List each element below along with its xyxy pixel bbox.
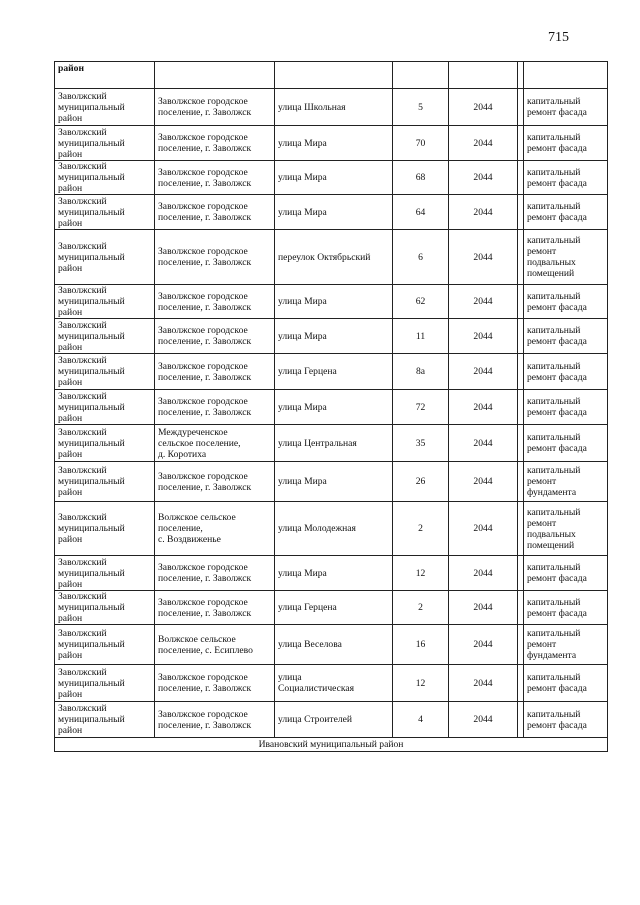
settlement-cell: Заволжское городское поселение, г. Заволжск — [155, 285, 275, 319]
page-number: 715 — [548, 30, 569, 45]
settlement-cell: Заволжское городское поселение, г. Заволжск — [155, 665, 275, 702]
district-cell: Заволжский муниципальный район — [55, 462, 155, 502]
street-cell: улица Мира — [275, 462, 393, 502]
work-cell: капитальный ремонт подвальных помещений — [524, 502, 608, 556]
district-cell: Заволжский муниципальный район — [55, 195, 155, 230]
house-cell: 11 — [393, 319, 449, 354]
table-row — [55, 556, 608, 591]
year-cell: 2044 — [449, 195, 518, 230]
table-row — [55, 390, 608, 425]
house-cell: 12 — [393, 556, 449, 591]
table-row — [55, 591, 608, 625]
district-cell: Заволжский муниципальный район — [55, 425, 155, 462]
work-cell — [524, 62, 608, 89]
year-cell: 2044 — [449, 556, 518, 591]
table-row — [55, 462, 608, 502]
table-row — [55, 665, 608, 702]
settlement-cell: Заволжское городское поселение, г. Заволжск — [155, 462, 275, 502]
district-cell: Заволжский муниципальный район — [55, 354, 155, 390]
house-cell: 2 — [393, 502, 449, 556]
street-cell: переулок Октябрьский — [275, 230, 393, 285]
year-cell: 2044 — [449, 591, 518, 625]
table-row — [55, 230, 608, 285]
house-cell: 16 — [393, 625, 449, 665]
table-row — [55, 702, 608, 738]
street-cell: улица Мира — [275, 195, 393, 230]
year-cell: 2044 — [449, 230, 518, 285]
house-cell: 12 — [393, 665, 449, 702]
year-cell: 2044 — [449, 354, 518, 390]
street-cell: улица Строителей — [275, 702, 393, 738]
table-row — [55, 195, 608, 230]
table-row — [55, 625, 608, 665]
settlement-cell: Заволжское городское поселение, г. Заволжск — [155, 319, 275, 354]
house-cell — [393, 62, 449, 89]
street-cell: улица Школьная — [275, 89, 393, 126]
housing-repair-table — [54, 61, 608, 752]
house-cell: 5 — [393, 89, 449, 126]
district-cell: Заволжский муниципальный район — [55, 126, 155, 161]
district-cell: Заволжский муниципальный район — [55, 390, 155, 425]
work-cell: капитальный ремонт фасада — [524, 285, 608, 319]
street-cell: улица Социалистическая — [275, 665, 393, 702]
work-cell: капитальный ремонт фасада — [524, 665, 608, 702]
district-cell: Заволжский муниципальный район — [55, 319, 155, 354]
settlement-cell: Волжское сельское поселение, с. Есиплево — [155, 625, 275, 665]
year-cell: 2044 — [449, 285, 518, 319]
work-cell: капитальный ремонт фасада — [524, 390, 608, 425]
year-cell: 2044 — [449, 319, 518, 354]
year-cell: 2044 — [449, 126, 518, 161]
work-cell: капитальный ремонт фасада — [524, 702, 608, 738]
table-row — [55, 425, 608, 462]
street-cell: улица Мира — [275, 556, 393, 591]
work-cell: капитальный ремонт подвальных помещений — [524, 230, 608, 285]
table-row — [55, 354, 608, 390]
settlement-cell: Заволжское городское поселение, г. Заволжск — [155, 591, 275, 625]
section-heading: Ивановский муниципальный район — [55, 738, 608, 752]
house-cell: 62 — [393, 285, 449, 319]
house-cell: 8а — [393, 354, 449, 390]
settlement-cell: Заволжское городское поселение, г. Заволжск — [155, 126, 275, 161]
year-cell: 2044 — [449, 390, 518, 425]
year-cell: 2044 — [449, 425, 518, 462]
year-cell: 2044 — [449, 462, 518, 502]
street-cell — [275, 62, 393, 89]
district-cell: Заволжский муниципальный район — [55, 89, 155, 126]
table-row — [55, 161, 608, 195]
street-cell: улица Мира — [275, 161, 393, 195]
district-cell: Заволжский муниципальный район — [55, 502, 155, 556]
work-cell: капитальный ремонт фасада — [524, 425, 608, 462]
settlement-cell: Междуреченское сельское поселение, д. Коротиха — [155, 425, 275, 462]
settlement-cell: Заволжское городское поселение, г. Заволжск — [155, 354, 275, 390]
table-row — [55, 126, 608, 161]
settlement-cell: Заволжское городское поселение, г. Заволжск — [155, 702, 275, 738]
street-cell: улица Герцена — [275, 591, 393, 625]
settlement-cell: Заволжское городское поселение, г. Заволжск — [155, 89, 275, 126]
year-cell: 2044 — [449, 89, 518, 126]
house-cell: 6 — [393, 230, 449, 285]
year-cell — [449, 62, 518, 89]
work-cell: капитальный ремонт фасада — [524, 89, 608, 126]
house-cell: 72 — [393, 390, 449, 425]
work-cell: капитальный ремонт фасада — [524, 161, 608, 195]
district-cell: Заволжский муниципальный район — [55, 556, 155, 591]
work-cell: капитальный ремонт фасада — [524, 354, 608, 390]
street-cell: улица Веселова — [275, 625, 393, 665]
district-cell: Заволжский муниципальный район — [55, 285, 155, 319]
district-cell: Заволжский муниципальный район — [55, 625, 155, 665]
settlement-cell: Заволжское городское поселение, г. Заволжск — [155, 195, 275, 230]
street-cell: улица Мира — [275, 285, 393, 319]
year-cell: 2044 — [449, 161, 518, 195]
year-cell: 2044 — [449, 702, 518, 738]
street-cell: улица Мира — [275, 319, 393, 354]
section-heading-row — [55, 738, 608, 752]
work-cell: капитальный ремонт фундамента — [524, 625, 608, 665]
house-cell: 26 — [393, 462, 449, 502]
work-cell: капитальный ремонт фасада — [524, 195, 608, 230]
district-cell: Заволжский муниципальный район — [55, 591, 155, 625]
district-cell: Заволжский муниципальный район — [55, 230, 155, 285]
work-cell: капитальный ремонт фасада — [524, 319, 608, 354]
settlement-cell: Заволжское городское поселение, г. Заволжск — [155, 556, 275, 591]
settlement-cell: Волжское сельское поселение, с. Воздвиженье — [155, 502, 275, 556]
street-cell: улица Молодежная — [275, 502, 393, 556]
work-cell: капитальный ремонт фасада — [524, 126, 608, 161]
district-cell: Заволжский муниципальный район — [55, 161, 155, 195]
table-row — [55, 319, 608, 354]
house-cell: 64 — [393, 195, 449, 230]
house-cell: 70 — [393, 126, 449, 161]
table-row — [55, 89, 608, 126]
table-row-continued-header — [55, 62, 608, 89]
house-cell: 2 — [393, 591, 449, 625]
street-cell: улица Мира — [275, 126, 393, 161]
district-cell: район — [55, 62, 155, 89]
street-cell: улица Герцена — [275, 354, 393, 390]
settlement-cell — [155, 62, 275, 89]
year-cell: 2044 — [449, 625, 518, 665]
settlement-cell: Заволжское городское поселение, г. Заволжск — [155, 390, 275, 425]
work-cell: капитальный ремонт фасада — [524, 591, 608, 625]
street-cell: улица Центральная — [275, 425, 393, 462]
district-cell: Заволжский муниципальный район — [55, 702, 155, 738]
house-cell: 4 — [393, 702, 449, 738]
street-cell: улица Мира — [275, 390, 393, 425]
table-row — [55, 502, 608, 556]
year-cell: 2044 — [449, 502, 518, 556]
house-cell: 35 — [393, 425, 449, 462]
table-row — [55, 285, 608, 319]
house-cell: 68 — [393, 161, 449, 195]
district-cell: Заволжский муниципальный район — [55, 665, 155, 702]
settlement-cell: Заволжское городское поселение, г. Заволжск — [155, 161, 275, 195]
work-cell: капитальный ремонт фундамента — [524, 462, 608, 502]
year-cell: 2044 — [449, 665, 518, 702]
settlement-cell: Заволжское городское поселение, г. Заволжск — [155, 230, 275, 285]
work-cell: капитальный ремонт фасада — [524, 556, 608, 591]
